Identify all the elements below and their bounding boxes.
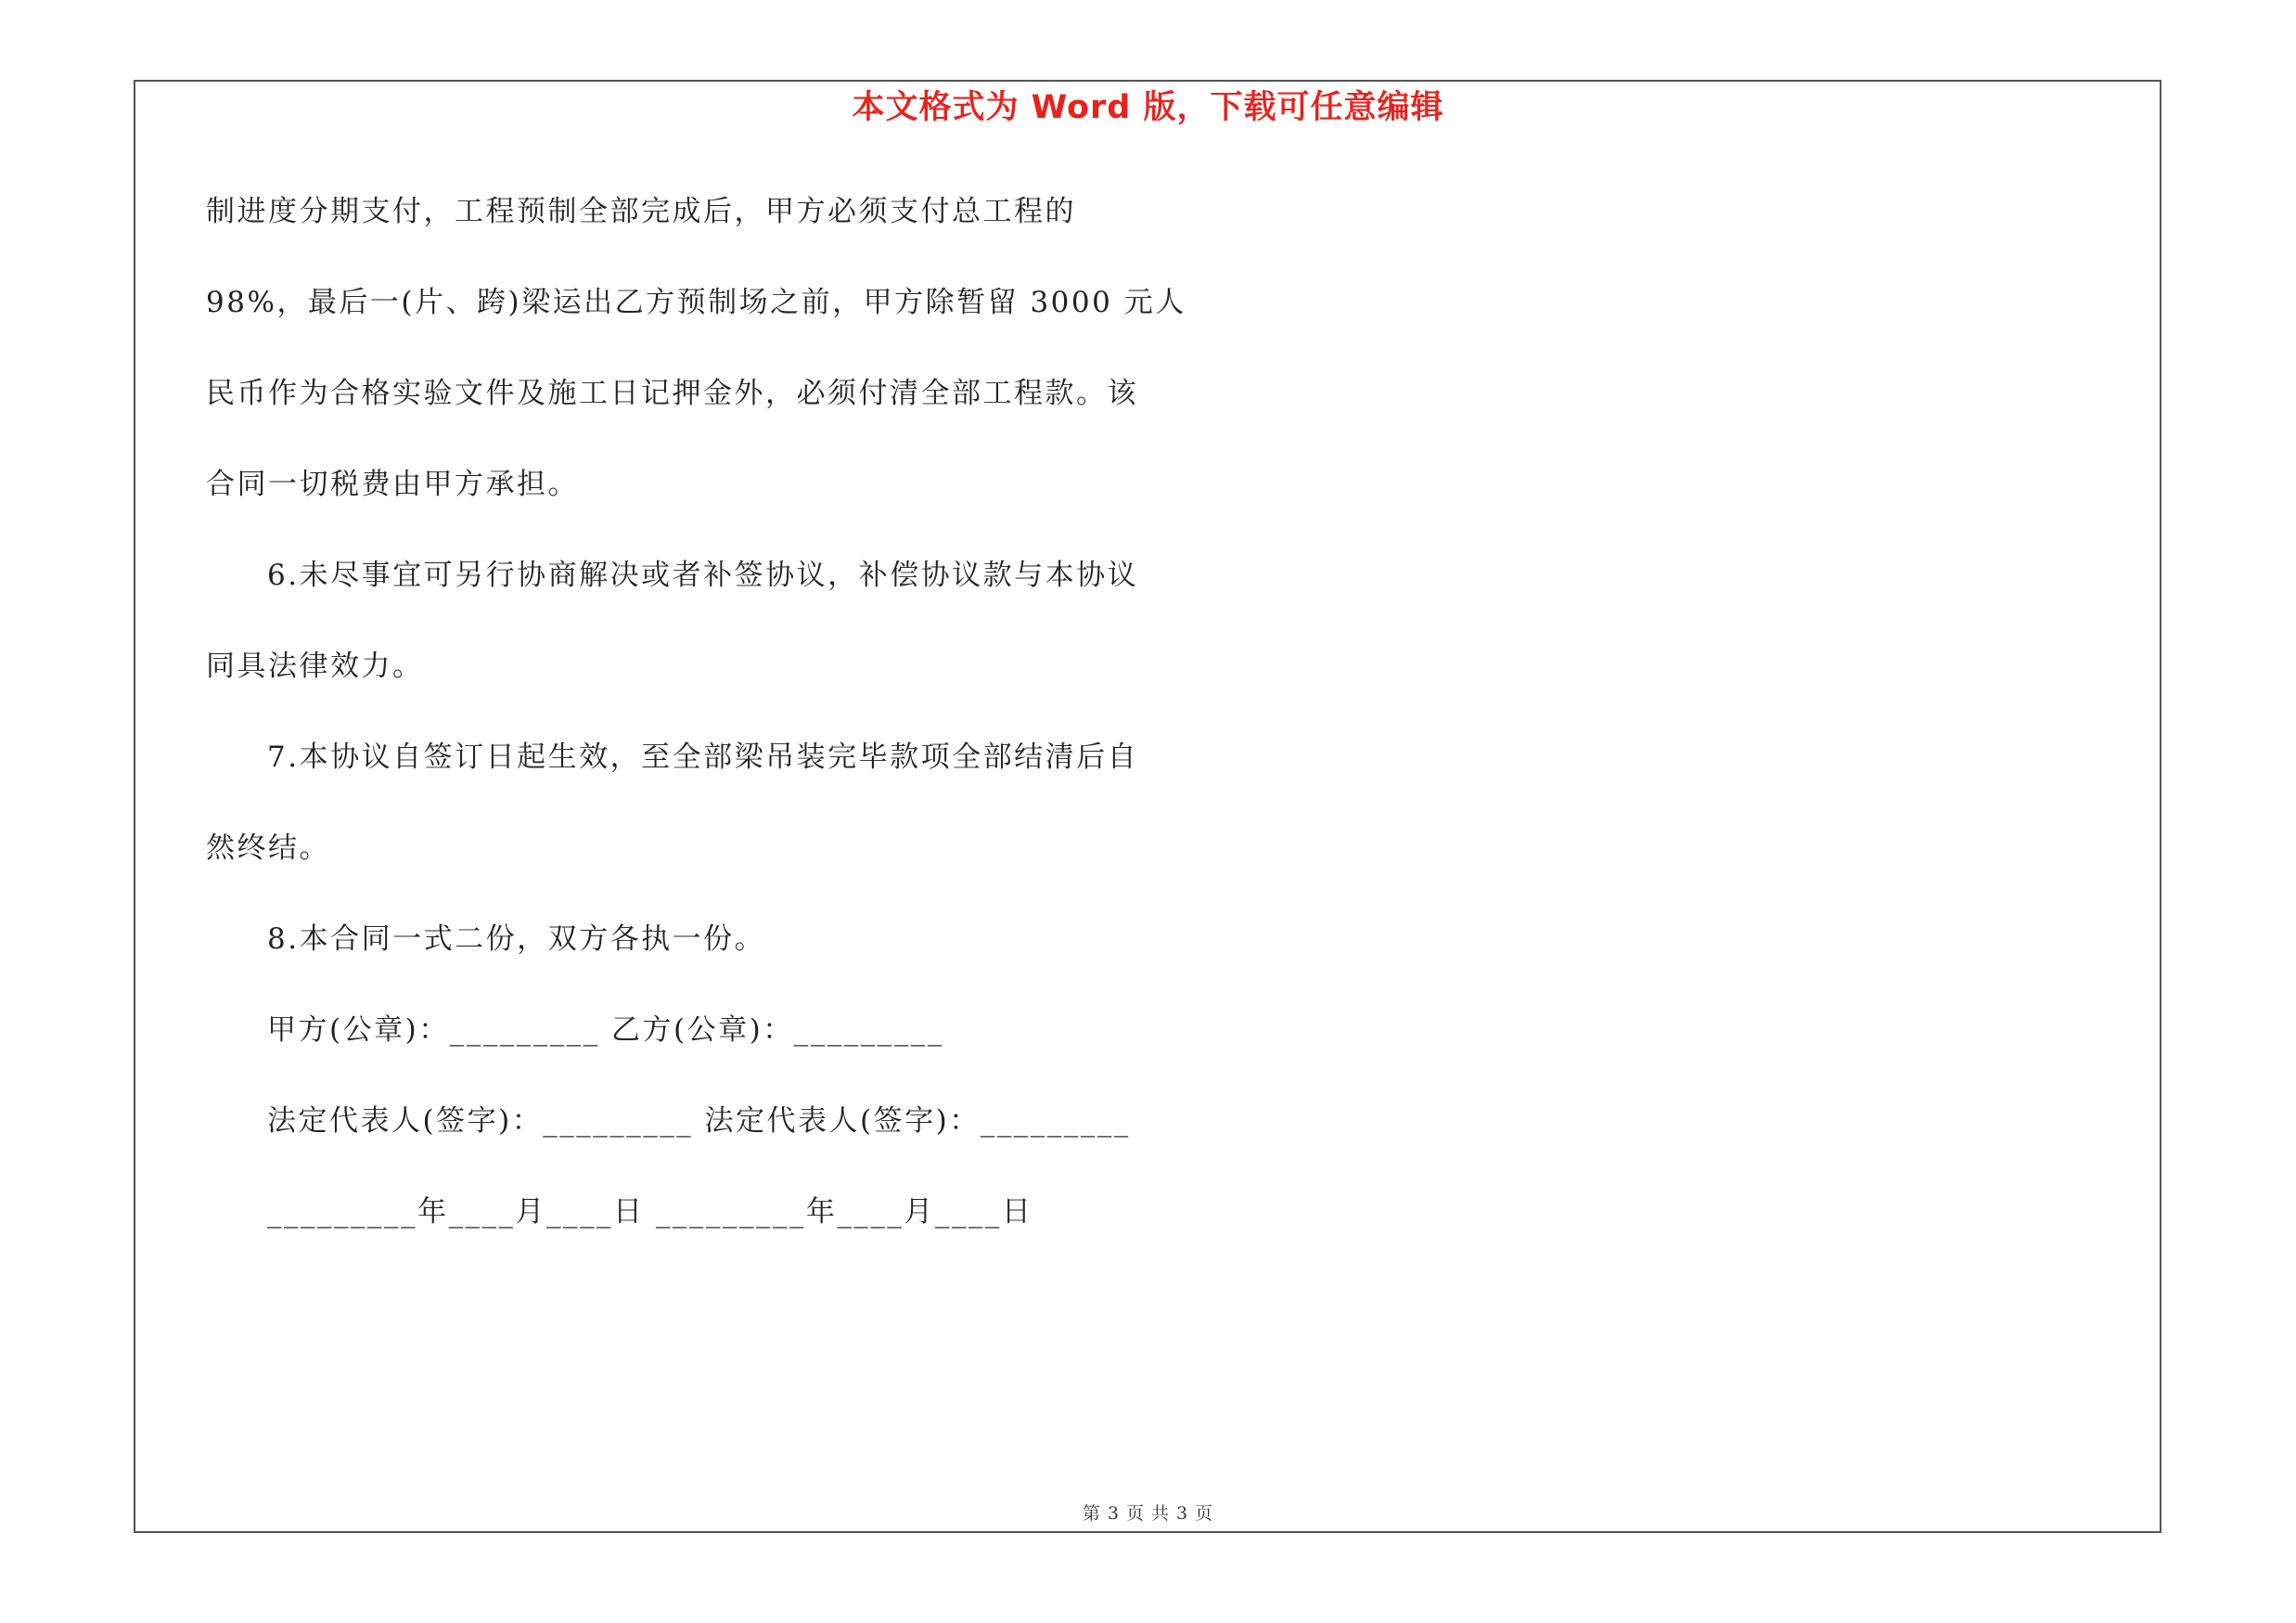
party-seal-line: 甲方(公章)：_________ 乙方(公章)：_________ xyxy=(267,1013,944,1047)
clause-6-line-1: 6.未尽事宜可另行协商解决或者补签协议，补偿协议款与本协议 xyxy=(267,559,1139,592)
legal-representative-signature-line: 法定代表人(签字)：_________ 法定代表人(签字)：_________ xyxy=(267,1104,1131,1138)
page-number-footer: 第 3 页 共 3 页 xyxy=(1082,1503,1214,1524)
clause-7-line-2: 然终结。 xyxy=(206,831,330,865)
date-line: _________年____月____日 _________年____月____日 xyxy=(267,1195,1033,1229)
clause-7-line-1: 7.本协议自签订日起生效，至全部梁吊装完毕款项全部结清后自 xyxy=(267,741,1139,774)
clause-8: 8.本合同一式二份，双方各执一份。 xyxy=(267,922,766,956)
word-format-banner: 本文格式为 Word 版，下载可任意编辑 xyxy=(852,89,1444,126)
body-line-4: 合同一切税费由甲方承担。 xyxy=(206,468,579,501)
clause-6-line-2: 同具法律效力。 xyxy=(206,650,424,683)
body-line-3: 民币作为合格实验文件及施工日记押金外，必须付清全部工程款。该 xyxy=(206,377,1138,410)
body-line-2: 98%，最后一(片、跨)梁运出乙方预制场之前，甲方除暂留 3000 元人 xyxy=(206,286,1186,319)
body-line-1: 制进度分期支付，工程预制全部完成后，甲方必须支付总工程的 xyxy=(206,195,1076,228)
